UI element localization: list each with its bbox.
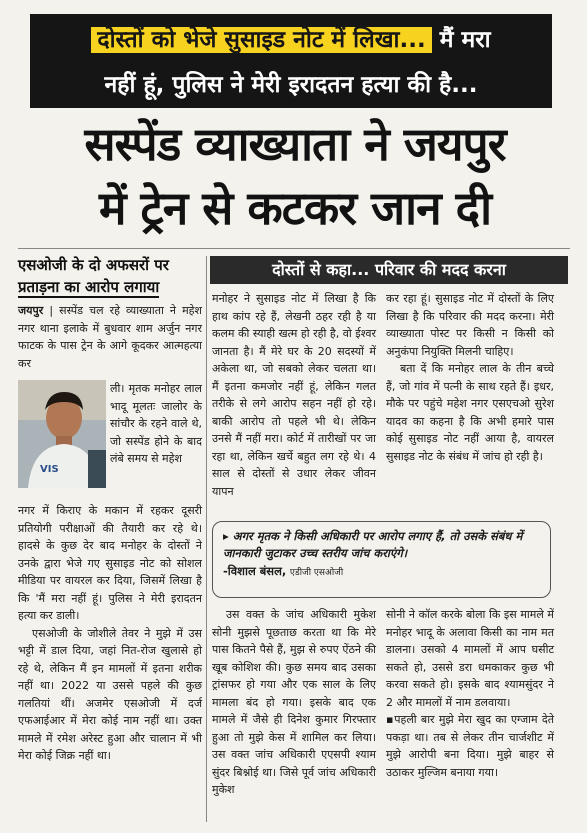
quote-body: अगर मृतक ने किसी अधिकारी पर आरोप लगाए हैं, तो उसके संबंध में जानकारी जुटाकर उच्च स्तरीय जांच कराएंगे। bbox=[223, 529, 523, 560]
quote-box bbox=[212, 521, 551, 598]
bottom-right-para-1: सोनी ने कॉल करके बोला कि इस मामले में मनोहर भादू के अलावा किसी का नाम मत डालना। उसको 4 मामलों में आप घसीट सकते हो, उससे डरा धमकाकर कुछ भी करवा सकते हो। इसके बाद श्यामसुंदर ने 2 और मामलों में नाम डलवाया। bbox=[386, 608, 554, 709]
right-para-2: बता दें कि मनोहर लाल के तीन बच्चे हैं, जो गांव में पत्नी के साथ रहते हैं। इधर, मौके पर पहुंचे महेश नगर एसएचओ सुरेश यादव का कहना है कि अभी हमारे पास कोई सुसाइड नोट नहीं आया है, वायरल सुसाइड नोट के संबंध में जांच हो रही है। bbox=[386, 362, 554, 463]
bottom-right-para-2-text: पहली बार मुझे मेरा खुद का एग्जाम देते पकड़ा था। तब से लेकर तीन चार्जशीट में मुझे आरोपी बना दिया। मुझे बाहर से उठाकर मुल्जिम बनाया गया। bbox=[386, 713, 554, 779]
bottom-right-para-2: ▪पहली बार मुझे मेरा खुद का एग्जाम देते पकड़ा था। तब से लेकर तीन चार्जशीट में मुझे आरोपी बना दिया। मुझे बाहर से उठाकर मुल्जिम बनाया गया। bbox=[386, 713, 554, 779]
subhead-line-2: प्रताड़ना का आरोप लगाया bbox=[18, 278, 160, 296]
bottom-right-column bbox=[386, 606, 554, 781]
svg-text:VIS: VIS bbox=[40, 464, 59, 475]
headline-line-2: में ट्रेन से कटकर जान दी bbox=[99, 181, 491, 235]
right-para-1: कर रहा हूं। सुसाइड नोट में दोस्तों के लिए लिखा है कि परिवार की मदद करना। मेरी व्याख्याता पोस्ट पर किसी न किसी को अनुकंपा नियुक्ति मिलनी चाहिए। bbox=[386, 292, 554, 358]
sidebar-title: दोस्तों से कहा... परिवार की मदद करना bbox=[210, 256, 568, 284]
headline-line-1: सस्पेंड व्याख्याता ने जयपुर bbox=[84, 117, 506, 171]
left-body-para-1: नगर में किराए के मकान में रहकर दूसरी प्रतियोगी परीक्षाओं की तैयारी कर रहे थे। हादसे के कुछ देर बाद मनोहर के दोस्तों ने उनके द्वारा भेजे गए सुसाइड नोट को सोशल मीडिया पर वायरल कर दिया, जिसमें लिखा है कि 'मैं मरा नहीं हूं। पुलिस ने मेरी इरादतन हत्या कर डाली। bbox=[18, 504, 202, 622]
quote-attribution bbox=[223, 562, 540, 583]
banner-line-1-rest: मैं मरा bbox=[439, 27, 491, 53]
lead-text: | सस्पेंड चल रहे व्याख्याता ने महेश नगर थाना इलाके में बुधवार शाम अर्जुन नगर फाटक के पास ट्रेन के आगे कूदकर आत्महत्या कर bbox=[18, 304, 203, 370]
middle-column: मनोहर ने सुसाइड नोट में लिखा है कि हाथ कांप रहे हैं, लेखनी ठहर रही है या कलम की स्याही खत्म हो रही है, वो ईश्वर जानता है। मैं मेरे घर के 20 सदस्यों में अकेला था, जो सबको लेकर चलता था। मैं इतना कमजोर नहीं हूं, लेकिन गलत तरीके से लगे आरोप सहन नहीं हो रहे। बाकी आरोप तो पहले भी थे। लेकिन उनसे मैं नहीं मरा। कोर्ट में तारीखों पर जा रहा था, लेकिन खर्चे बहुत लग रहे थे। 4 साल से दोस्तों से उधार लेकर जीवन यापन bbox=[212, 292, 376, 498]
top-banner bbox=[30, 14, 552, 108]
banner-line-1 bbox=[30, 22, 552, 54]
left-column-wrap: ली। मृतक मनोहर लाल भादू मूलतः जालोर के सांचौर के रहने वाले थे, जो सस्पेंड होने के बाद लंबे समय से महेश bbox=[110, 382, 202, 465]
left-body-para-2: एसओजी के जोशीले तेवर ने मुझे में उस भट्टी में डाल दिया, जहां नित-रोज खुलासे हो रहे थे, लेकिन मैं इन मामलों में इतना शरीक नहीं था। 2022 या उससे पहले की कुछ गलतियां थीं। अजमेर एसओजी में दर्ज एफआईआर में मेरा कोई नाम नहीं था। उक्त मामले में रमेश अरेस्ट हुआ और चालान में भी मेरा कोई जिक्र नहीं था। bbox=[18, 626, 202, 762]
right-column bbox=[386, 290, 554, 465]
left-column-lead bbox=[18, 302, 202, 372]
column-divider bbox=[206, 256, 207, 822]
quote-text: ▸ अगर मृतक ने किसी अधिकारी पर आरोप लगाए हैं, तो उसके संबंध में जानकारी जुटाकर उच्च स्तरीय जांच कराएंगे। bbox=[223, 529, 523, 560]
banner-line-2: नहीं हूं, पुलिस ने मेरी इरादतन हत्या की है... bbox=[104, 72, 478, 98]
quote-designation: एडीजी एसओजी bbox=[289, 568, 344, 578]
quote-author: -विशाल बंसल, bbox=[223, 564, 287, 578]
person-photo bbox=[18, 380, 106, 488]
bottom-middle-column bbox=[212, 606, 376, 799]
banner-highlight: दोस्तों को भेजे सुसाइड नोट में लिखा... bbox=[91, 27, 431, 53]
bottom-middle-text: उस वक्त के जांच अधिकारी मुकेश सोनी मुझसे पूछताछ करता था कि मेरे पास कितने पैसे हैं, मुझ से रुपए ऐंठने की खूब कोशिश की। कुछ समय बाद उसका ट्रांसफर हो गया और एक साल के लिए मामला बंद हो गया। इसके बाद एक मामले में जैसे ही दिनेश कुमार गिरफ्तार हुआ तो मुझे केस में शामिल कर लिया। उस वक्त जांच अधिकारी एएसपी श्याम सुंदर बिश्नोई था। जिसे पूर्व जांच अधिकारी मुकेश bbox=[212, 608, 376, 796]
divider bbox=[18, 248, 570, 249]
subhead-line-1: एसओजी के दो अफसरों पर bbox=[18, 256, 169, 274]
dateline: जयपुर bbox=[18, 304, 44, 317]
subheadline bbox=[18, 254, 200, 298]
left-column-body bbox=[18, 502, 202, 765]
